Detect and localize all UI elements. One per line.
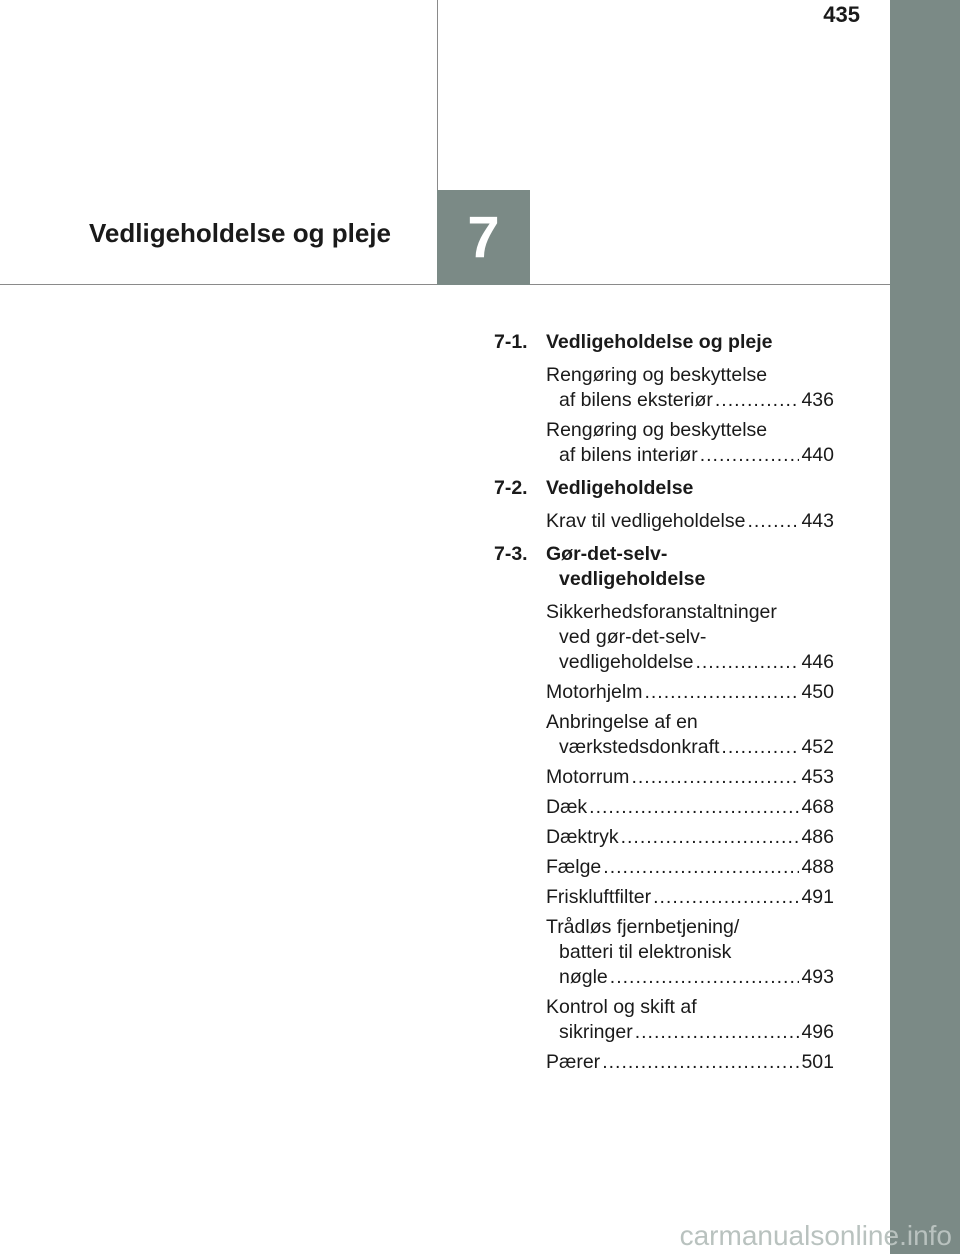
toc-entry-leader-line: [546, 765, 834, 790]
toc-entry-title: Motorhjelm: [546, 681, 643, 703]
toc-entry-line: Rengøring og beskyttelse: [546, 364, 768, 386]
toc-entry-leader-line: [546, 965, 834, 990]
toc-entry-leader-line: [546, 509, 834, 534]
toc-entry-line: Anbringelse af en: [546, 711, 698, 733]
toc-section-number: 7-2.: [494, 477, 528, 499]
toc-section-title: [546, 542, 834, 592]
toc-dot-leader: [631, 765, 799, 790]
toc-entry-leader-line: [546, 795, 834, 820]
toc-entry-leader-line: [546, 825, 834, 850]
toc-entry[interactable]: [494, 710, 834, 760]
page-number: 435: [823, 2, 860, 27]
watermark: carmanualsonline.info: [679, 1220, 952, 1251]
toc-entry-line: Rengøring og beskyttelse: [546, 419, 768, 441]
toc-entry-page: 446: [801, 651, 834, 673]
toc-entry[interactable]: [494, 1050, 834, 1075]
toc-section-title: [546, 330, 834, 355]
toc-entry-page: 453: [801, 766, 834, 788]
toc-entry-line: ved gør-det-selv-: [559, 626, 707, 648]
toc-entry-leader-line: [546, 443, 834, 468]
chapter-title: Vedligeholdelse og pleje: [89, 218, 391, 248]
toc-entry-title: vedligeholdelse: [559, 651, 694, 673]
toc-entry-page: 468: [801, 796, 834, 818]
toc-dot-leader: [721, 735, 799, 760]
header-divider-vertical: [437, 0, 438, 190]
toc-entry-line: Kontrol og skift af: [546, 996, 697, 1018]
toc-entry-title: Pærer: [546, 1051, 601, 1073]
toc-dot-leader: [610, 965, 800, 990]
toc-entry-title: af bilens eksteriør: [559, 389, 713, 411]
toc-entry[interactable]: [494, 885, 834, 910]
toc-entry-title: Dæk: [546, 796, 588, 818]
chapter-side-tab: [890, 0, 960, 1254]
toc-section-title-line: Gør-det-selv-: [546, 543, 668, 565]
toc-entry-leader-line: [546, 650, 834, 675]
toc-section: [494, 476, 834, 534]
toc-entry-title: værkstedsdonkraft: [559, 736, 720, 758]
toc-section-heading[interactable]: [494, 542, 834, 592]
toc-entry-page: 493: [801, 966, 834, 988]
toc-entry[interactable]: [494, 825, 834, 850]
toc-dot-leader: [621, 825, 800, 850]
toc-entry-title: sikringer: [559, 1021, 633, 1043]
toc-dot-leader: [589, 795, 799, 820]
toc-entry-title: Dæktryk: [546, 826, 619, 848]
toc-entry-leader-line: [546, 885, 834, 910]
toc-entry-line: Sikkerhedsforanstaltninger: [546, 601, 777, 623]
toc-entry-page: 452: [801, 736, 834, 758]
toc-section-heading[interactable]: [494, 330, 834, 355]
toc-entry-title: af bilens interiør: [559, 444, 698, 466]
toc-entry[interactable]: [494, 418, 834, 468]
toc-entry[interactable]: [494, 855, 834, 880]
toc-dot-leader: [700, 443, 800, 468]
toc-dot-leader: [653, 885, 799, 910]
toc-dot-leader: [602, 1050, 799, 1075]
toc-entry-line: Trådløs fjernbetjening/: [546, 916, 740, 938]
toc-entry-title: Fælge: [546, 856, 602, 878]
toc-section-heading[interactable]: [494, 476, 834, 501]
toc-dot-leader: [635, 1020, 800, 1045]
chapter-number-box: [437, 190, 530, 285]
toc-entry-leader-line: [546, 855, 834, 880]
chapter-number: 7: [467, 205, 500, 270]
toc-entry-title: Friskluftfilter: [546, 886, 652, 908]
toc-dot-leader: [747, 509, 799, 534]
toc-entry-leader-line: [546, 388, 834, 413]
toc-entry[interactable]: [494, 600, 834, 675]
toc-section-title-line: Vedligeholdelse: [546, 477, 694, 499]
toc-entry[interactable]: [494, 363, 834, 413]
toc-entry[interactable]: [494, 795, 834, 820]
toc-entry-page: 436: [801, 389, 834, 411]
toc-entry-page: 501: [801, 1051, 834, 1073]
toc-entry[interactable]: [494, 509, 834, 534]
toc-entry-page: 491: [801, 886, 834, 908]
toc-entry-leader-line: [546, 735, 834, 760]
toc-section: [494, 542, 834, 1075]
toc-entry-leader-line: [546, 1050, 834, 1075]
toc-entry-page: 496: [801, 1021, 834, 1043]
table-of-contents: [494, 330, 834, 1083]
toc-entry[interactable]: [494, 995, 834, 1045]
toc-section-number: 7-1.: [494, 331, 528, 353]
toc-entry[interactable]: [494, 915, 834, 990]
toc-entry-line: batteri til elektronisk: [559, 941, 732, 963]
toc-entry[interactable]: [494, 680, 834, 705]
toc-entry-page: 440: [801, 444, 834, 466]
toc-entry-page: 450: [801, 681, 834, 703]
toc-entry-page: 486: [801, 826, 834, 848]
toc-entry-leader-line: [546, 1020, 834, 1045]
toc-entry-title: nøgle: [559, 966, 608, 988]
toc-section-title: [546, 476, 834, 501]
toc-entry-leader-line: [546, 680, 834, 705]
toc-section-title-line: Vedligeholdelse og pleje: [546, 331, 773, 353]
toc-dot-leader: [695, 650, 799, 675]
toc-entry-page: 488: [801, 856, 834, 878]
toc-dot-leader: [603, 855, 799, 880]
toc-entry-title: Motorrum: [546, 766, 630, 788]
toc-section-number: 7-3.: [494, 543, 528, 565]
toc-section: [494, 330, 834, 468]
toc-section-title-line: vedligeholdelse: [559, 568, 706, 590]
toc-dot-leader: [715, 388, 800, 413]
toc-entry-page: 443: [801, 510, 834, 532]
toc-dot-leader: [644, 680, 799, 705]
toc-entry-title: Krav til vedligeholdelse: [546, 510, 746, 532]
toc-entry[interactable]: [494, 765, 834, 790]
